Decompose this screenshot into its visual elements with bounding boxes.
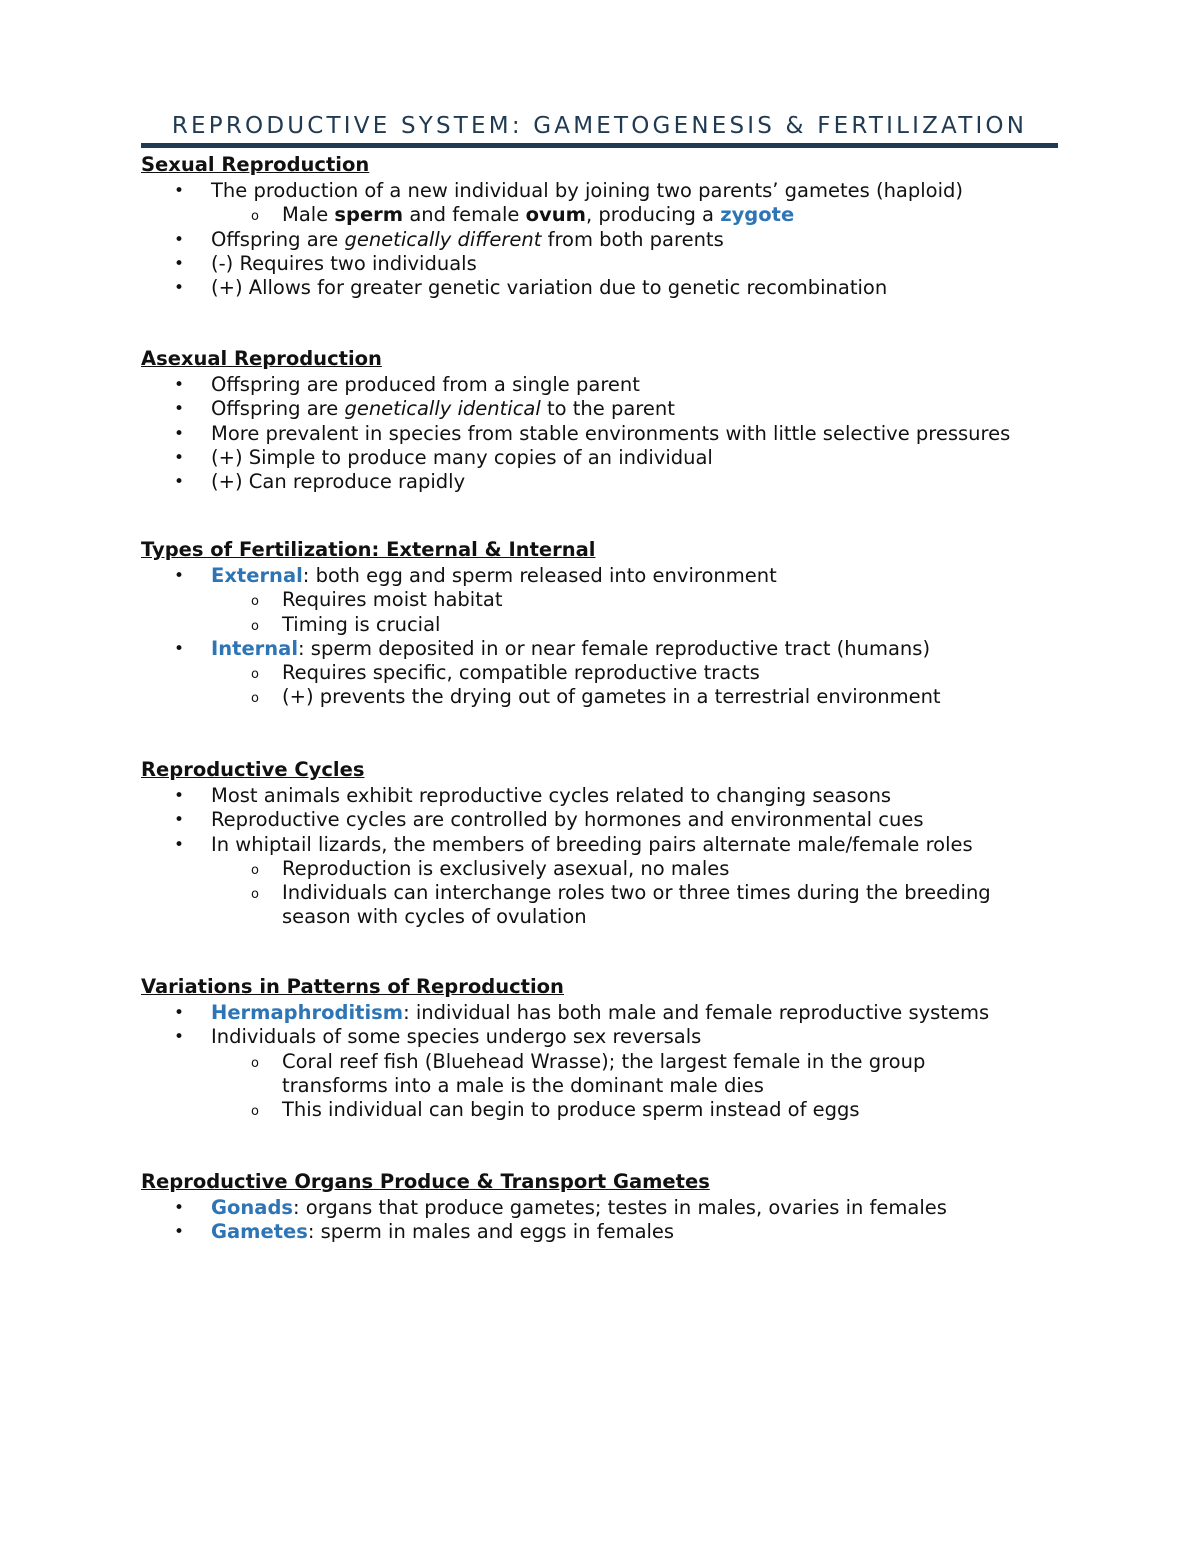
term-hermaphroditism: Hermaphroditism (211, 1001, 404, 1024)
term-internal: Internal (211, 636, 299, 660)
list-subitem: o Reproduction is exclusively asexual, no males (141, 857, 1081, 881)
list-item: • Most animals exhibit reproductive cycles related to changing seasons (141, 784, 1081, 808)
list-subitem: o This individual can begin to produce sperm instead of eggs (141, 1098, 1081, 1122)
list-item: • Offspring are produced from a single parent (141, 373, 1081, 397)
list-item: • External: both egg and sperm released into environment (141, 564, 1081, 588)
list-item: • Individuals of some species undergo sex reversals (141, 1025, 1081, 1049)
section-reproductive-cycles (141, 757, 1081, 930)
page-title: REPRODUCTIVE SYSTEM: GAMETOGENESIS & FERTILIZATION (171, 113, 1028, 139)
section-heading: Variations in Patterns of Reproduction (141, 975, 564, 998)
section-heading: Reproductive Organs Produce & Transport Gametes (141, 1170, 710, 1193)
list-subitem: o Requires moist habitat (141, 588, 1081, 612)
list-item: • (+) Can reproduce rapidly (141, 470, 1081, 494)
emphasis-text: genetically different (344, 227, 542, 251)
list-subitem: o Coral reef fish (Bluehead Wrasse); the largest female in the group (141, 1050, 1081, 1074)
term-external: External (211, 564, 303, 587)
bullet-list (141, 784, 1081, 930)
term-zygote: zygote (720, 203, 795, 227)
bullet-list (141, 1196, 1081, 1245)
bullet-list (141, 373, 1081, 494)
list-item: • (+) Allows for greater genetic variation due to genetic recombination (141, 276, 1081, 300)
list-item: • Reproductive cycles are controlled by hormones and environmental cues (141, 808, 1081, 832)
title-underline-rule (141, 143, 1058, 148)
section-reproduction-variations (141, 974, 1081, 1122)
section-asexual-reproduction (141, 346, 1081, 494)
bullet-list (141, 179, 1081, 300)
section-heading: Asexual Reproduction (141, 347, 382, 370)
list-subitem: o Requires specific, compatible reproductive tracts (141, 661, 1081, 685)
section-reproductive-organs (141, 1169, 1081, 1245)
term-gonads: Gonads (211, 1196, 294, 1219)
list-item: • Gametes: sperm in males and eggs in females (141, 1220, 1081, 1244)
list-item: • Gonads: organs that produce gametes; testes in males, ovaries in females (141, 1196, 1081, 1220)
list-subitem: o Individuals can interchange roles two or three times during the breeding (141, 881, 1081, 905)
emphasis-text: genetically identical (344, 397, 541, 421)
list-item: • (-) Requires two individuals (141, 252, 1081, 276)
list-subitem-continuation: season with cycles of ovulation (282, 905, 587, 929)
list-item: • Internal: sperm deposited in or near female reproductive tract (humans) (141, 637, 1081, 661)
list-subitem: o Timing is crucial (141, 613, 1081, 637)
section-heading: Reproductive Cycles (141, 758, 365, 781)
list-subitem: o (+) prevents the drying out of gametes in a terrestrial environment (141, 685, 1081, 709)
list-subitem: o Male sperm and female ovum, producing a zygote (141, 203, 1081, 227)
list-item: • The production of a new individual by joining two parents’ gametes (haploid) (141, 179, 1081, 203)
list-item: • (+) Simple to produce many copies of an individual (141, 446, 1081, 470)
bullet-list (141, 564, 1081, 710)
section-sexual-reproduction (141, 152, 1081, 300)
section-fertilization-types (141, 537, 1081, 710)
term-ovum: ovum (525, 203, 586, 227)
term-gametes: Gametes (211, 1220, 308, 1244)
list-item: • In whiptail lizards, the members of breeding pairs alternate male/female roles (141, 833, 1081, 857)
list-item: • Offspring are genetically different from both parents (141, 228, 1081, 252)
list-item: • Offspring are genetically identical to the parent (141, 397, 1081, 421)
bullet-list (141, 1001, 1081, 1122)
term-sperm: sperm (334, 203, 404, 227)
list-item: • Hermaphroditism: individual has both male and female reproductive systems (141, 1001, 1081, 1025)
section-heading: Types of Fertilization: External & Internal (141, 538, 596, 561)
list-subitem-continuation: transforms into a male is the dominant male dies (282, 1073, 764, 1097)
section-heading: Sexual Reproduction (141, 153, 370, 176)
list-item: • More prevalent in species from stable environments with little selective pressures (141, 422, 1081, 446)
